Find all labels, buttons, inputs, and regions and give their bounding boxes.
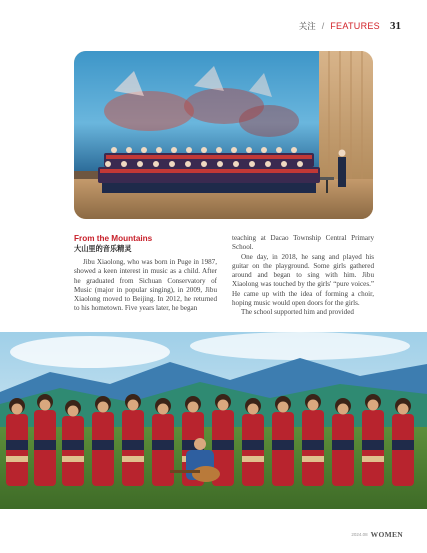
paragraph: Jibu Xiaolong, who was born in Puge in 1987, showed a keen interest in music as a child. After he graduated from Sichuan Conservatory of Music (major in popular singing), in 2009, Jibu Xiaolong moved to Beijing. In 2012, he returned to his hometown. Five years later, he began bbox=[74, 258, 217, 313]
section-label-en: FEATURES bbox=[330, 21, 380, 31]
magazine-logo: WOMEN bbox=[370, 530, 403, 539]
article-column-right bbox=[232, 234, 374, 318]
issue-date: 2024.08 bbox=[351, 532, 368, 537]
paragraph: One day, in 2018, he sang and played his guitar on the playground. Some girls gathered around and began to sing with him. Jibu Xiaolong was touched by the girls' “pure voices.” He came up with the idea of forming a choir, hoping music would open doors for the girls. bbox=[232, 252, 374, 308]
choir-group-photo bbox=[0, 332, 427, 509]
paragraph: teaching at Dacao Township Central Primary School. bbox=[232, 234, 374, 252]
section-heading-cn: 大山里的音乐精灵 bbox=[74, 244, 132, 253]
page-header bbox=[299, 20, 401, 34]
article-column-left bbox=[74, 234, 217, 314]
choir-stage-photo bbox=[74, 51, 373, 219]
section-label-cn: 关注 bbox=[298, 22, 316, 32]
page-number: 31 bbox=[390, 20, 401, 32]
page-footer bbox=[351, 530, 403, 539]
section-separator: / bbox=[321, 21, 325, 31]
section-heading-en: From the Mountains bbox=[74, 234, 153, 243]
paragraph: The school supported him and provided bbox=[241, 308, 354, 317]
